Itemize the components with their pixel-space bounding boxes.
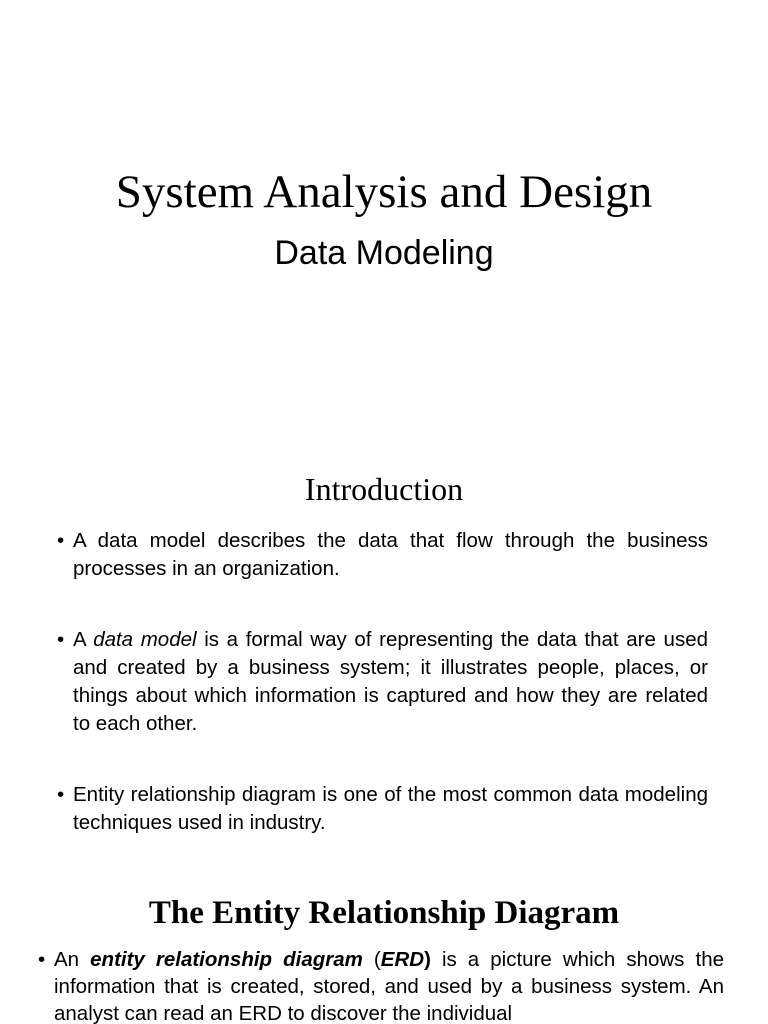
bullet-text-suffix: is a formal way of representing the data that are used and created by a business system; it illustrates people, places, or things about which information is captured and how they are related to each other.: [73, 628, 708, 735]
paren-open: (: [362, 948, 381, 971]
bullet-item: [57, 527, 708, 583]
bullet-emphasis: entity relationship diagram: [90, 948, 363, 971]
slide-introduction: [0, 440, 768, 870]
slide-title: [0, 0, 768, 440]
bullet-point: •: [57, 529, 65, 552]
paren-close: ): [424, 948, 431, 971]
bullet-item: [57, 626, 708, 738]
presentation-subtitle: Data Modeling: [274, 234, 494, 272]
slide-erd: [0, 870, 768, 1024]
erd-abbreviation: ERD: [380, 948, 425, 971]
bullet-item: [57, 781, 708, 837]
bullet-item: [38, 946, 724, 1024]
bullet-text-prefix: An: [54, 948, 91, 971]
presentation-title: System Analysis and Design: [115, 166, 653, 218]
bullet-point: •: [57, 628, 65, 651]
bullet-point: •: [38, 948, 46, 971]
erd-heading: The Entity Relationship Diagram: [148, 895, 620, 931]
bullet-emphasis: data model: [93, 628, 197, 651]
bullet-text: Entity relationship diagram is one of the most common data modeling techniques used in industry.: [73, 783, 708, 834]
bullet-text-prefix: A: [73, 628, 94, 651]
bullet-point: •: [57, 783, 65, 806]
bullet-text: A data model describes the data that flow through the business processes in an organization.: [73, 529, 708, 580]
introduction-heading: Introduction: [304, 471, 464, 507]
bullet-text-suffix: is a picture which shows the information that is created, stored, and used by a business system. An analyst can read an ERD to discover the individual: [54, 948, 724, 1024]
